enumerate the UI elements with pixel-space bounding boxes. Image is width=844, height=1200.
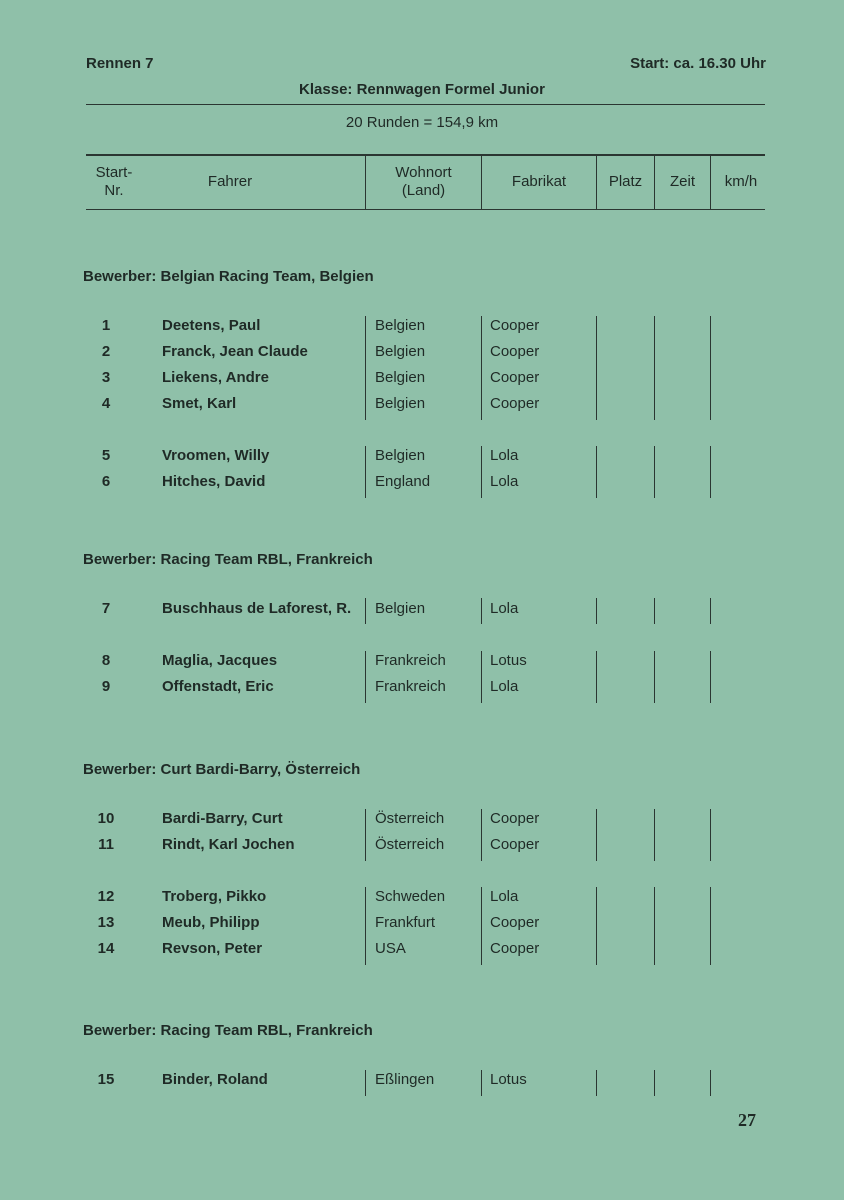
- row-divider: [710, 887, 711, 965]
- table-row: [0, 674, 844, 700]
- row-divider: [710, 1070, 711, 1096]
- driver-name: Buschhaus de Laforest, R.: [162, 600, 352, 617]
- col-home: [366, 164, 481, 200]
- col-place: Platz: [608, 173, 643, 190]
- row-divider: [596, 809, 597, 861]
- car-make: Lotus: [490, 1071, 527, 1088]
- row-divider: [481, 598, 482, 624]
- driver-home: USA: [375, 940, 406, 957]
- entrant-heading: Bewerber: Belgian Racing Team, Belgien: [83, 268, 374, 285]
- table-row: [0, 339, 844, 365]
- row-divider: [365, 809, 366, 861]
- start-number: 13: [97, 914, 115, 931]
- start-number: 14: [97, 940, 115, 957]
- start-number: 1: [101, 317, 111, 334]
- start-number: 15: [97, 1071, 115, 1088]
- driver-name: Meub, Philipp: [162, 914, 260, 931]
- driver-home: Belgien: [375, 447, 426, 464]
- table-head-rule: [86, 209, 765, 210]
- driver-name: Binder, Roland: [162, 1071, 268, 1088]
- col-make: Fabrikat: [511, 173, 567, 190]
- driver-home: Frankreich: [375, 678, 446, 695]
- car-make: Cooper: [490, 810, 540, 827]
- driver-name: Maglia, Jacques: [162, 652, 278, 669]
- entrant-heading: Bewerber: Racing Team RBL, Frankreich: [83, 551, 373, 568]
- car-make: Cooper: [490, 395, 540, 412]
- table-row: [0, 469, 844, 495]
- driver-name: Smet, Karl: [162, 395, 237, 412]
- start-number: 11: [98, 836, 114, 853]
- car-make: Cooper: [490, 836, 540, 853]
- row-divider: [365, 446, 366, 498]
- col-start-nr-line2: Nr.: [104, 182, 124, 199]
- header-divider: [86, 104, 765, 105]
- driver-home: Frankreich: [375, 652, 446, 669]
- table-row: [0, 910, 844, 936]
- table-row: [0, 936, 844, 962]
- start-number: 9: [101, 678, 111, 695]
- row-divider: [654, 887, 655, 965]
- driver-name: Offenstadt, Eric: [162, 678, 274, 695]
- driver-name: Liekens, Andre: [162, 369, 269, 386]
- row-divider: [481, 809, 482, 861]
- driver-home: Belgien: [375, 343, 426, 360]
- row-divider: [365, 316, 366, 420]
- row-divider: [481, 651, 482, 703]
- row-divider: [654, 809, 655, 861]
- driver-home: Frankfurt: [375, 914, 436, 931]
- row-divider: [481, 887, 482, 965]
- driver-home: Belgien: [375, 395, 426, 412]
- row-divider: [596, 598, 597, 624]
- start-number: 8: [101, 652, 111, 669]
- row-divider: [596, 446, 597, 498]
- driver-name: Bardi-Barry, Curt: [162, 810, 283, 827]
- start-number: 4: [101, 395, 111, 412]
- row-divider: [654, 1070, 655, 1096]
- driver-home: Österreich: [375, 810, 445, 827]
- row-divider: [654, 316, 655, 420]
- row-divider: [710, 598, 711, 624]
- row-divider: [596, 1070, 597, 1096]
- row-divider: [710, 316, 711, 420]
- table-row: [0, 884, 844, 910]
- car-make: Lola: [490, 888, 519, 905]
- row-divider: [654, 446, 655, 498]
- row-divider: [596, 316, 597, 420]
- row-divider: [481, 1070, 482, 1096]
- table-row: [0, 806, 844, 832]
- car-make: Cooper: [490, 343, 540, 360]
- start-number: 12: [97, 888, 115, 905]
- row-divider: [654, 651, 655, 703]
- car-make: Cooper: [490, 940, 540, 957]
- col-time: Zeit: [669, 173, 695, 190]
- row-divider: [654, 598, 655, 624]
- start-number: 10: [97, 810, 115, 827]
- driver-name: Deetens, Paul: [162, 317, 261, 334]
- row-divider: [481, 316, 482, 420]
- row-divider: [365, 887, 366, 965]
- row-divider: [710, 446, 711, 498]
- entrant-heading: Bewerber: Racing Team RBL, Frankreich: [83, 1022, 373, 1039]
- start-number: 6: [101, 473, 111, 490]
- car-make: Lotus: [490, 652, 527, 669]
- car-make: Cooper: [490, 369, 540, 386]
- col-home-line2: (Land): [401, 182, 446, 199]
- col-start-nr: [86, 164, 142, 200]
- driver-home: Belgien: [375, 600, 426, 617]
- car-make: Cooper: [490, 914, 540, 931]
- car-make: Lola: [490, 473, 519, 490]
- col-home-line1: Wohnort: [395, 164, 452, 181]
- start-number: 3: [101, 369, 111, 386]
- table-row: [0, 596, 844, 622]
- entrant-heading: Bewerber: Curt Bardi-Barry, Österreich: [83, 761, 361, 778]
- race-class: Klasse: Rennwagen Formel Junior: [299, 81, 545, 98]
- row-divider: [710, 809, 711, 861]
- driver-name: Troberg, Pikko: [162, 888, 267, 905]
- row-divider: [710, 651, 711, 703]
- driver-name: Revson, Peter: [162, 940, 263, 957]
- driver-home: Eßlingen: [375, 1071, 435, 1088]
- col-driver: Fahrer: [207, 173, 253, 190]
- row-divider: [481, 446, 482, 498]
- driver-home: Belgien: [375, 369, 426, 386]
- table-row: [0, 648, 844, 674]
- col-start-nr-line1: Start-: [95, 164, 133, 181]
- car-make: Lola: [490, 678, 519, 695]
- race-number: Rennen 7: [86, 55, 154, 72]
- car-make: Cooper: [490, 317, 540, 334]
- car-make: Lola: [490, 447, 519, 464]
- driver-home: Österreich: [375, 836, 445, 853]
- table-row: [0, 1067, 844, 1093]
- driver-name: Rindt, Karl Jochen: [162, 836, 295, 853]
- driver-home: England: [375, 473, 431, 490]
- race-distance: 20 Runden = 154,9 km: [345, 114, 499, 131]
- table-row: [0, 391, 844, 417]
- start-number: 7: [101, 600, 111, 617]
- start-number: 5: [101, 447, 111, 464]
- start-time: Start: ca. 16.30 Uhr: [630, 55, 766, 72]
- driver-name: Hitches, David: [162, 473, 266, 490]
- page-number: 27: [738, 1110, 756, 1130]
- row-divider: [596, 651, 597, 703]
- driver-home: Schweden: [375, 888, 446, 905]
- driver-name: Vroomen, Willy: [162, 447, 270, 464]
- row-divider: [596, 887, 597, 965]
- start-number: 2: [101, 343, 111, 360]
- row-divider: [365, 598, 366, 624]
- table-row: [0, 365, 844, 391]
- table-row: [0, 832, 844, 858]
- car-make: Lola: [490, 600, 519, 617]
- table-row: [0, 313, 844, 339]
- driver-home: Belgien: [375, 317, 426, 334]
- col-speed: km/h: [724, 173, 758, 190]
- row-divider: [365, 1070, 366, 1096]
- row-divider: [365, 651, 366, 703]
- table-row: [0, 443, 844, 469]
- driver-name: Franck, Jean Claude: [162, 343, 308, 360]
- table-top-rule: [86, 154, 765, 156]
